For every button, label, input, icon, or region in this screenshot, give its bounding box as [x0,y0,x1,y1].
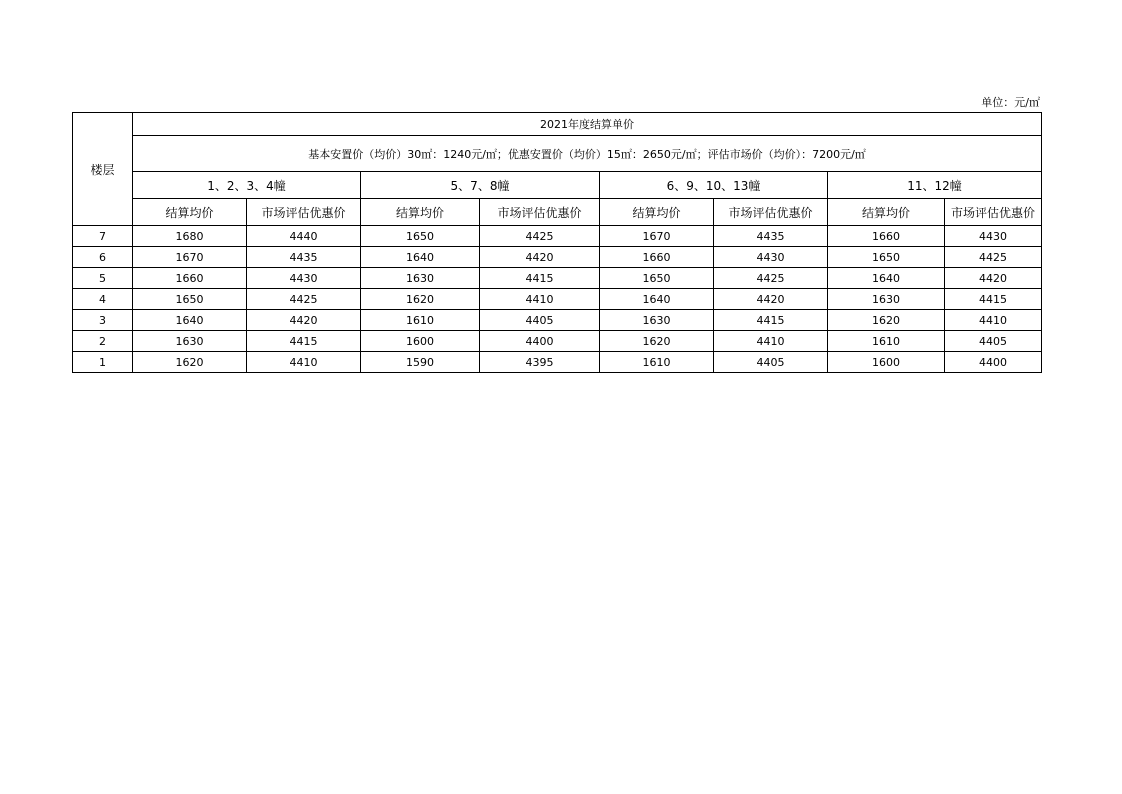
table-row [73,268,1042,289]
floor-cell: 7 [73,226,133,247]
settlement-price-table [72,112,1042,373]
building-group-header: 6、9、10、13幢 [600,172,828,199]
price-cell: 1650 [133,289,247,310]
unit-note: 单位：元/㎡ [981,96,1040,109]
price-cell: 1640 [361,247,480,268]
price-cell: 4405 [945,331,1042,352]
price-cell: 1660 [133,268,247,289]
price-cell: 4410 [714,331,828,352]
price-cell: 4420 [945,268,1042,289]
building-group-header: 1、2、3、4幢 [133,172,361,199]
price-cell: 4395 [480,352,600,373]
column-header-market-price: 市场评估优惠价 [480,199,600,226]
price-cell: 1640 [828,268,945,289]
price-cell: 4415 [945,289,1042,310]
price-cell: 1610 [600,352,714,373]
floor-cell: 1 [73,352,133,373]
price-cell: 4420 [247,310,361,331]
price-cell: 4415 [714,310,828,331]
price-cell: 4435 [714,226,828,247]
column-header-settlement-price: 结算均价 [133,199,247,226]
price-cell: 1630 [133,331,247,352]
column-header-settlement-price: 结算均价 [828,199,945,226]
price-cell: 1590 [361,352,480,373]
floor-cell: 4 [73,289,133,310]
table-row [73,226,1042,247]
floor-cell: 3 [73,310,133,331]
floor-cell: 6 [73,247,133,268]
price-cell: 1610 [828,331,945,352]
price-cell: 4410 [247,352,361,373]
price-cell: 1680 [133,226,247,247]
price-cell: 1620 [133,352,247,373]
price-cell: 1600 [361,331,480,352]
price-cell: 1640 [133,310,247,331]
price-cell: 1650 [361,226,480,247]
price-cell: 4430 [247,268,361,289]
price-cell: 4425 [945,247,1042,268]
price-cell: 4415 [480,268,600,289]
table-title: 2021年度结算单价 [133,113,1042,136]
price-cell: 1620 [600,331,714,352]
price-cell: 4410 [480,289,600,310]
price-cell: 4430 [714,247,828,268]
building-group-header: 11、12幢 [828,172,1042,199]
price-cell: 4405 [480,310,600,331]
price-cell: 4420 [714,289,828,310]
price-cell: 4425 [480,226,600,247]
price-cell: 4430 [945,226,1042,247]
price-cell: 4435 [247,247,361,268]
table-row [73,247,1042,268]
column-header-settlement-price: 结算均价 [600,199,714,226]
price-cell: 1620 [361,289,480,310]
price-cell: 1630 [600,310,714,331]
price-cell: 1650 [600,268,714,289]
price-cell: 4400 [945,352,1042,373]
price-cell: 1630 [361,268,480,289]
column-header-settlement-price: 结算均价 [361,199,480,226]
building-group-header: 5、7、8幢 [361,172,600,199]
price-cell: 1600 [828,352,945,373]
column-header-market-price: 市场评估优惠价 [945,199,1042,226]
price-cell: 1620 [828,310,945,331]
floor-cell: 2 [73,331,133,352]
price-cell: 1610 [361,310,480,331]
price-cell: 4405 [714,352,828,373]
table-row [73,310,1042,331]
price-description: 基本安置价（均价）30㎡：1240元/㎡；优惠安置价（均价）15㎡：2650元/㎡；评估市场价（均价）：7200元/㎡ [133,136,1042,172]
table-row [73,352,1042,373]
price-cell: 4415 [247,331,361,352]
price-cell: 1670 [600,226,714,247]
table-row [73,331,1042,352]
price-cell: 4440 [247,226,361,247]
price-cell: 4410 [945,310,1042,331]
floor-column-header: 楼层 [73,113,133,226]
column-header-market-price: 市场评估优惠价 [247,199,361,226]
price-cell: 1660 [828,226,945,247]
price-cell: 4420 [480,247,600,268]
column-header-market-price: 市场评估优惠价 [714,199,828,226]
price-cell: 1670 [133,247,247,268]
price-cell: 1660 [600,247,714,268]
table-row [73,289,1042,310]
price-cell: 1630 [828,289,945,310]
price-cell: 4400 [480,331,600,352]
floor-cell: 5 [73,268,133,289]
price-cell: 4425 [714,268,828,289]
price-cell: 1650 [828,247,945,268]
price-cell: 4425 [247,289,361,310]
price-cell: 1640 [600,289,714,310]
